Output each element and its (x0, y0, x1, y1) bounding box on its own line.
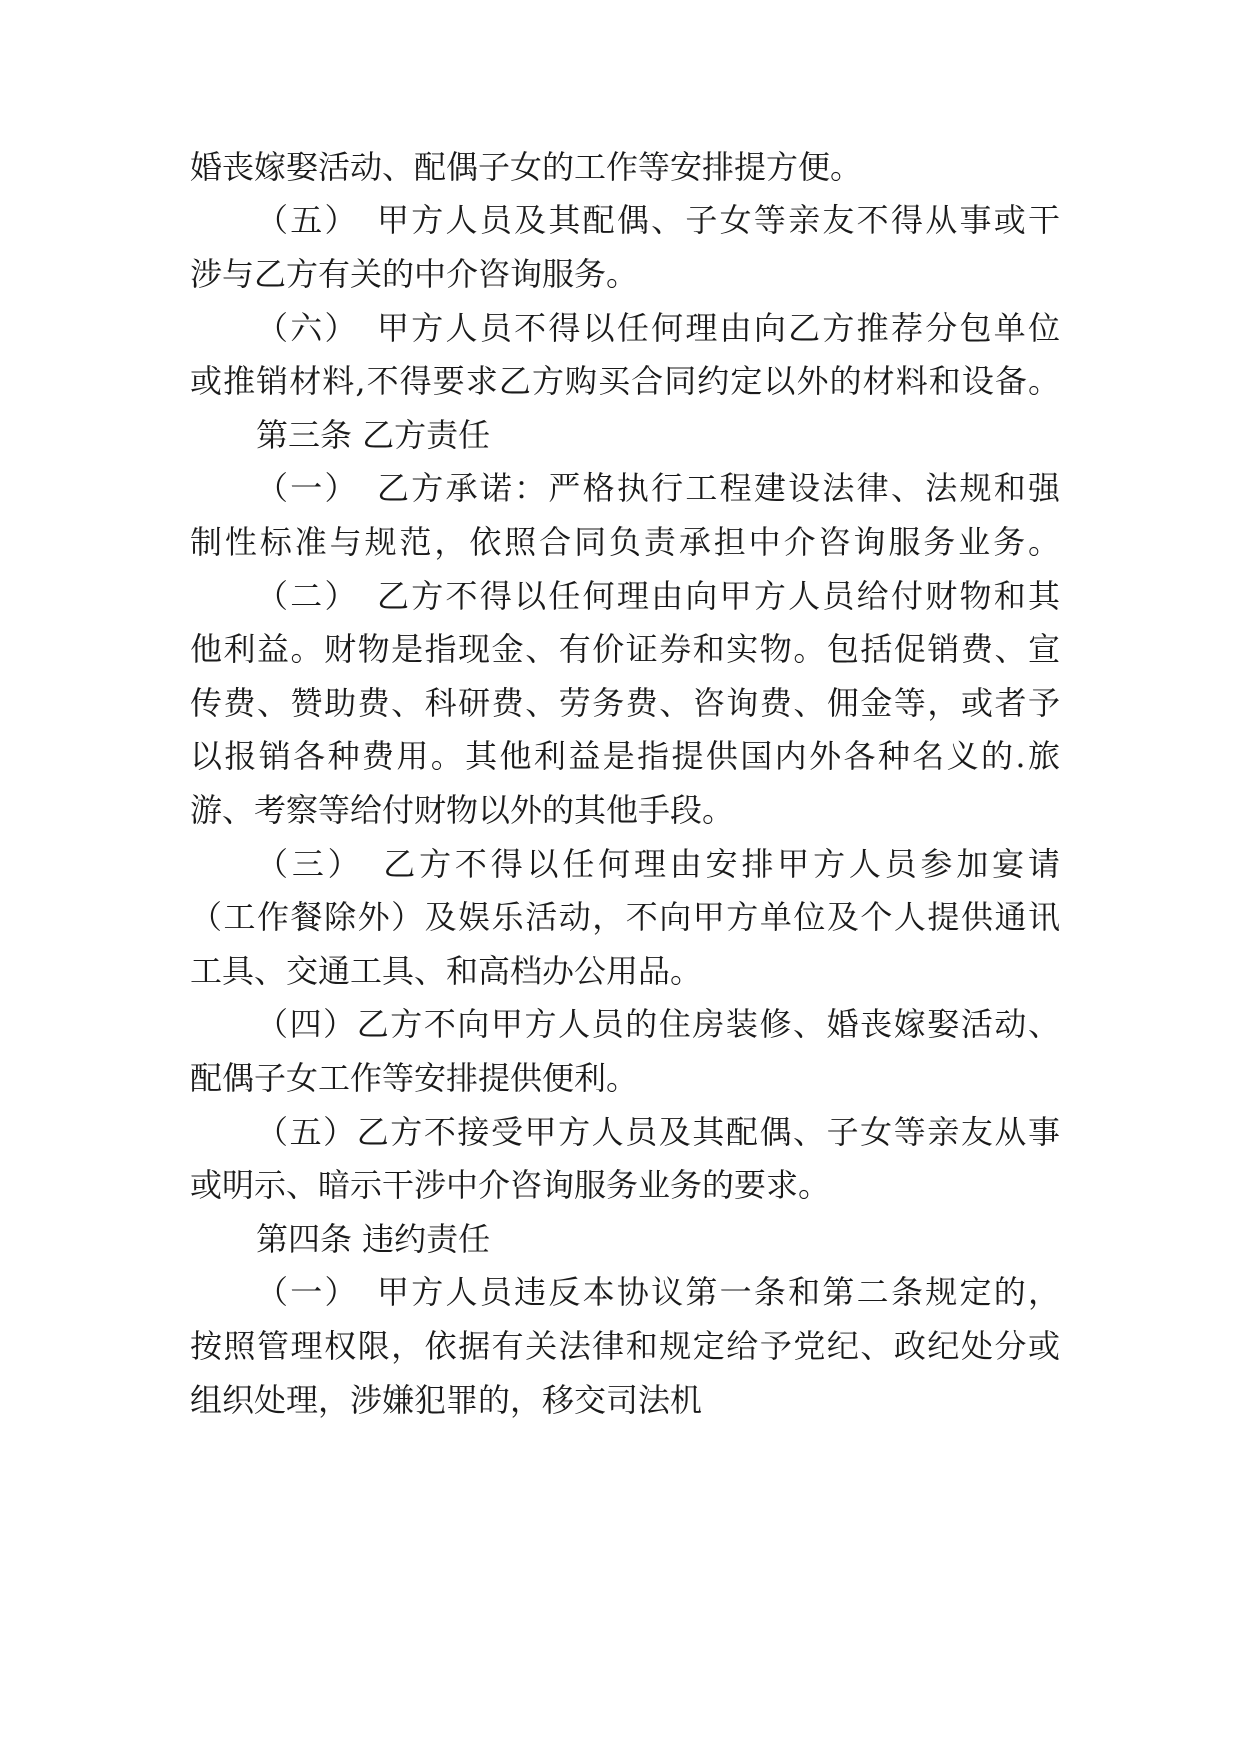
text-line: （工作餐除外）及娱乐活动，不向甲方单位及个人提供通讯 (190, 898, 1060, 936)
text-line: （五）乙方不接受甲方人员及其配偶、子女等亲友从事 (256, 1113, 1060, 1151)
text-line: （一） 甲方人员违反本协议第一条和第二条规定的， (256, 1273, 1060, 1311)
section-heading: 第四条 违约责任 (256, 1220, 491, 1258)
text-line: 组织处理，涉嫌犯罪的，移交司法机 (190, 1381, 703, 1419)
section-heading: 第三条 乙方责任 (256, 416, 491, 454)
text-line: 按照管理权限，依据有关法律和规定给予党纪、政纪处分或 (190, 1327, 1060, 1365)
text-line: （二） 乙方不得以任何理由向甲方人员给付财物和其 (256, 577, 1060, 615)
text-line: 传费、赞助费、科研费、劳务费、咨询费、佣金等，或者予 (190, 684, 1060, 722)
text-line: （四）乙方不向甲方人员的住房装修、婚丧嫁娶活动、 (256, 1005, 1060, 1043)
text-line: 或推销材料,不得要求乙方购买合同约定以外的材料和设备。 (190, 362, 1060, 400)
text-line: 工具、交通工具、和高档办公用品。 (190, 952, 703, 990)
text-line: 游、考察等给付财物以外的其他手段。 (190, 791, 735, 829)
text-line: 他利益。财物是指现金、有价证券和实物。包括促销费、宣 (190, 630, 1060, 668)
text-line: 或明示、暗示干涉中介咨询服务业务的要求。 (190, 1166, 831, 1204)
text-line: 涉与乙方有关的中介咨询服务。 (190, 255, 639, 293)
text-line: 婚丧嫁娶活动、配偶子女的工作等安排提方便。 (190, 148, 863, 186)
text-line: 制性标准与规范，依照合同负责承担中介咨询服务业务。 (190, 523, 1060, 561)
text-line: （五） 甲方人员及其配偶、子女等亲友不得从事或干 (256, 201, 1060, 239)
text-line: （六） 甲方人员不得以任何理由向乙方推荐分包单位 (256, 309, 1060, 347)
text-line: （一） 乙方承诺：严格执行工程建设法律、法规和强 (256, 469, 1060, 507)
text-line: 配偶子女工作等安排提供便利。 (190, 1059, 639, 1097)
text-line: 以报销各种费用。其他利益是指提供国内外各种名义的.旅 (190, 737, 1060, 775)
text-line: （三） 乙方不得以任何理由安排甲方人员参加宴请 (256, 845, 1060, 883)
